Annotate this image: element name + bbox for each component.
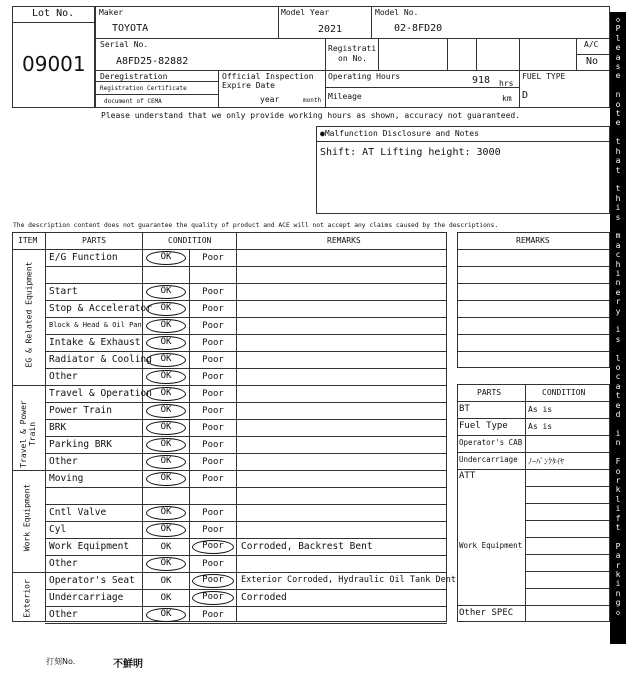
- month-label: month: [303, 97, 322, 104]
- row-part: Block & Head & Oil Pan: [49, 321, 142, 329]
- row-part: E/G Function: [49, 252, 118, 263]
- deregistration-label: Deregistration: [100, 72, 168, 81]
- mileage-label: Mileage: [328, 92, 362, 101]
- ok-mark: OK: [146, 506, 186, 520]
- row-part: Other: [49, 456, 78, 467]
- right-condition-header: CONDITION: [542, 388, 586, 397]
- malfunction-title: ●Malfunction Disclosure and Notes: [320, 129, 479, 138]
- row-part: Start: [49, 286, 78, 297]
- right-part: Fuel Type: [459, 421, 508, 431]
- serial-label: Serial No.: [100, 40, 149, 49]
- fuel-type-label: FUEL TYPE: [522, 72, 566, 81]
- poor-mark: Poor: [202, 406, 224, 416]
- ok-mark: OK: [146, 370, 186, 384]
- poor-mark: Poor: [202, 321, 224, 331]
- fuel-type-value: D: [522, 90, 529, 101]
- ok-mark: OK: [146, 421, 186, 435]
- poor-mark: Poor: [202, 287, 224, 297]
- lot-label: Lot No.: [32, 8, 75, 19]
- maker-label: Maker: [99, 8, 124, 17]
- ok-mark: OK: [146, 608, 186, 622]
- operating-hours-value: 918: [472, 75, 491, 86]
- row-part: Cyl: [49, 524, 67, 535]
- registration-certificate: Registration Certificate: [100, 85, 187, 92]
- ok-mark: OK: [160, 542, 172, 552]
- poor-mark: Poor: [202, 338, 224, 348]
- hrs-unit: hrs: [499, 79, 514, 88]
- right-parts-header: PARTS: [477, 388, 502, 397]
- row-remark: Corroded: [241, 592, 287, 603]
- malfunction-text: Shift: AT Lifting height: 3000: [320, 147, 501, 158]
- ok-mark: OK: [146, 251, 186, 265]
- row-part: Other: [49, 609, 78, 620]
- row-part: Power Train: [49, 405, 112, 416]
- row-part: Undercarriage: [49, 592, 124, 603]
- poor-mark: Poor: [202, 457, 224, 467]
- right-part: Other SPEC: [459, 608, 514, 618]
- ok-mark: OK: [146, 302, 186, 316]
- poor-mark: Poor: [192, 574, 234, 588]
- year-label: year: [260, 95, 280, 104]
- row-part: Parking BRK: [49, 439, 112, 450]
- group-label-eg: EG & Related Equipment: [24, 261, 34, 368]
- poor-mark: Poor: [202, 423, 224, 433]
- poor-mark: Poor: [202, 304, 224, 314]
- poor-mark: Poor: [202, 474, 224, 484]
- row-remark: Exterior Corroded, Hydraulic Oil Tank Dent: [241, 575, 456, 585]
- poor-mark: Poor: [202, 253, 224, 263]
- model-no-label: Model No.: [375, 8, 419, 17]
- stamp-value: 不鮮明: [113, 659, 143, 670]
- header-condition: CONDITION: [168, 236, 212, 245]
- ok-mark: OK: [146, 455, 186, 469]
- right-condition: As is: [528, 422, 553, 431]
- model-no-value: 02-8FD20: [394, 23, 443, 34]
- ok-mark: OK: [146, 387, 186, 401]
- location-sidebar: [610, 12, 626, 644]
- row-part: Operator's Seat: [49, 575, 135, 586]
- right-part: Operator's CAB: [459, 438, 523, 447]
- right-part: BT: [459, 404, 470, 414]
- row-part: Other: [49, 371, 78, 382]
- header-remarks: REMARKS: [327, 236, 361, 245]
- model-year-label: Model Year: [281, 8, 330, 17]
- ac-label: A/C: [584, 40, 599, 49]
- right-condition: As is: [528, 405, 553, 414]
- operating-hours-label: Operating Hours: [328, 72, 401, 81]
- group-label-work: Work Equipment: [22, 483, 32, 552]
- row-part: Moving: [49, 473, 84, 484]
- model-year-value: 2021: [318, 24, 343, 35]
- row-part: Work Equipment: [49, 541, 130, 552]
- poor-mark: Poor: [202, 355, 224, 365]
- ok-mark: OK: [146, 404, 186, 418]
- poor-mark: Poor: [192, 540, 234, 554]
- ok-mark: OK: [146, 472, 186, 486]
- row-part: BRK: [49, 422, 67, 433]
- ok-mark: OK: [146, 319, 186, 333]
- ac-value: No: [586, 56, 599, 67]
- row-part: Other: [49, 558, 78, 569]
- ok-mark: OK: [146, 523, 186, 537]
- poor-mark: Poor: [192, 591, 234, 605]
- right-condition: ﾉｰﾊﾟﾝｸﾀｲﾔ: [528, 457, 564, 466]
- ok-mark: OK: [146, 285, 186, 299]
- sidebar-text: ◇ P l e a s e n o t e t h a t t h i s m a c h i n e r y i s l o c a t e d i n F o r k l i f t P a r k i n g ◇: [615, 15, 621, 617]
- ok-mark: OK: [146, 557, 186, 571]
- poor-mark: Poor: [202, 559, 224, 569]
- registration-label-1: Registrati: [328, 44, 377, 53]
- lot-value: 09001: [22, 52, 86, 76]
- poor-mark: Poor: [202, 389, 224, 399]
- row-part: Cntl Valve: [49, 507, 107, 518]
- group-label-travel: Travel & Power Train: [19, 400, 37, 468]
- ok-mark: OK: [146, 353, 186, 367]
- inspection-label-1: Official Inspection: [222, 72, 314, 81]
- ok-mark: OK: [160, 593, 172, 603]
- poor-mark: Poor: [202, 525, 224, 535]
- hours-notice: Please understand that we only provide working hours as shown, accuracy not guaranteed.: [101, 111, 521, 120]
- row-remark: Corroded, Backrest Bent: [241, 541, 373, 552]
- row-part: Stop & Accelerator: [49, 303, 152, 314]
- inspection-label-2: Expire Date: [222, 81, 275, 90]
- right-remarks-header: REMARKS: [516, 236, 550, 245]
- ok-mark: OK: [146, 336, 186, 350]
- document-cema: document of CEMA: [104, 98, 162, 105]
- ok-mark: OK: [160, 576, 172, 586]
- stamp-label: 打刻No.: [46, 657, 76, 666]
- header-item: ITEM: [18, 236, 38, 245]
- maker-value: TOYOTA: [112, 23, 149, 34]
- row-part: Travel & Operation: [49, 388, 152, 399]
- poor-mark: Poor: [202, 610, 224, 620]
- row-part: Intake & Exhaust: [49, 337, 141, 348]
- malfunction-box: [316, 126, 610, 214]
- right-part: ATT: [459, 471, 476, 481]
- km-unit: km: [502, 94, 512, 103]
- disclaimer: The description content does not guarantee the quality of product and ACE will not accept any claims caused by the descriptions.: [13, 222, 499, 229]
- right-part: Work Equipment: [459, 541, 523, 550]
- poor-mark: Poor: [202, 440, 224, 450]
- ok-mark: OK: [146, 438, 186, 452]
- header-parts: PARTS: [82, 236, 107, 245]
- row-part: Radiator & Cooling: [49, 354, 152, 365]
- group-label-exterior: Exterior: [22, 579, 32, 618]
- serial-value: A8FD25-82882: [116, 56, 189, 67]
- registration-label-2: on No.: [338, 54, 367, 63]
- poor-mark: Poor: [202, 372, 224, 382]
- right-part: Undercarriage: [459, 455, 518, 464]
- poor-mark: Poor: [202, 508, 224, 518]
